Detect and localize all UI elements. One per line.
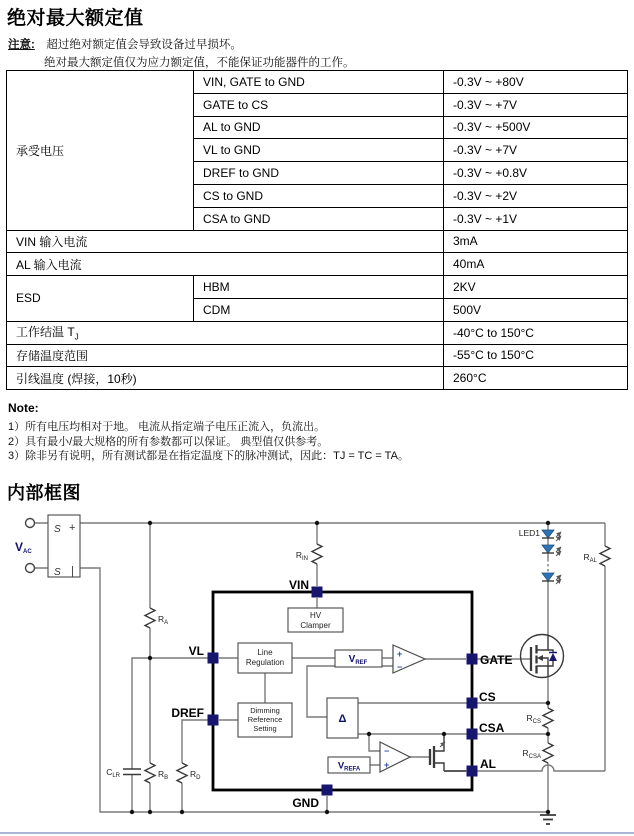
al-label: AL — [480, 757, 496, 771]
resistor-ra — [145, 608, 168, 628]
notice-line1: 注意: 超过绝对额定值会导致设备过早损坏。 — [8, 39, 242, 51]
value-cell: 260°C — [444, 367, 628, 390]
resistor-ral — [584, 546, 610, 566]
condition-cell: DREF to GND — [194, 162, 444, 185]
voltage-group-cell: 承受电压 — [7, 71, 194, 231]
absolute-maximum-ratings-table — [6, 70, 628, 390]
label-cell: 存储温度范围 — [7, 344, 444, 367]
svg-text:Setting: Setting — [253, 724, 277, 733]
svg-text:Line: Line — [257, 648, 273, 657]
condition-cell: CS to GND — [194, 184, 444, 207]
internal-mosfet — [430, 734, 466, 771]
svg-text:HV: HV — [309, 611, 322, 620]
value-cell: -55°C to 150°C — [444, 344, 628, 367]
condition-cell: CSA to GND — [194, 207, 444, 230]
led-icon — [542, 573, 554, 581]
svg-text:RAL: $R_{AL}$ — [583, 552, 597, 564]
label-cell: 工作结温 $T_J$ — [7, 321, 444, 344]
led1-label: LED1 — [518, 528, 540, 538]
pin-cs — [467, 698, 478, 709]
label-cell: 引线温度 (焊接，10秒) — [7, 367, 444, 390]
table-row — [7, 230, 628, 253]
ac-terminal-bottom — [26, 564, 35, 573]
internal-block-diagram — [0, 505, 634, 836]
value-cell: 2KV — [444, 276, 628, 299]
power-mosfet — [521, 635, 564, 678]
table-row — [7, 344, 628, 367]
condition-cell: CDM — [194, 298, 444, 321]
vrefa-block — [328, 757, 370, 773]
diagram-title: 内部框图 — [7, 483, 81, 503]
value-cell: -0.3V ~ +0.8V — [444, 162, 628, 185]
resistor-rcs — [527, 708, 553, 728]
table-row — [7, 321, 628, 344]
csa-label: CSA — [479, 721, 505, 735]
svg-text:RB: $R_B$ — [158, 769, 169, 781]
svg-text:VREF: $V_{REF}$ — [348, 654, 368, 666]
line-regulation-block — [238, 643, 292, 673]
label-cell: VIN 输入电流 — [7, 230, 444, 253]
vac-label: VAC — [15, 540, 32, 555]
svg-text:VREFA: $V_{REFA}$ — [337, 760, 361, 773]
svg-text:Reference: Reference — [247, 715, 283, 724]
svg-text:−: − — [397, 662, 403, 672]
value-cell: 3mA — [444, 230, 628, 253]
hv-clamper-block — [288, 608, 343, 632]
table-row — [7, 367, 628, 390]
svg-text:RIN: $R_{IN}$ — [295, 550, 308, 562]
table-row — [7, 253, 628, 276]
pin-vin — [312, 587, 323, 598]
led-icon — [542, 530, 554, 538]
value-cell: -0.3V ~ +7V — [444, 139, 628, 162]
label-cell: AL 输入电流 — [7, 253, 444, 276]
vref-block — [335, 650, 382, 667]
value-cell: -0.3V ~ +500V — [444, 116, 628, 139]
notice-line2: 绝对最大额定值仅为应力额定值，不能保证功能器件的工作。 — [44, 57, 355, 69]
pin-gate — [467, 654, 478, 665]
table-row — [7, 71, 628, 94]
pin-csa — [467, 729, 478, 740]
note-item: 1）所有电压均相对于地。 电流从指定端子电压正流入，负流出。 — [8, 421, 326, 433]
pin-vl — [208, 653, 219, 664]
pin-al — [467, 766, 478, 777]
led-string — [519, 528, 561, 584]
dimming-reference-block — [238, 703, 292, 737]
body-diode-icon — [549, 653, 557, 661]
bridge-minus-symbol: | — [71, 565, 74, 577]
note-heading: Note: — [8, 401, 39, 415]
analog-opamp — [380, 742, 410, 772]
bridge-rectifier — [48, 515, 80, 578]
resistor-rin — [296, 544, 322, 564]
value-cell: -0.3V ~ +2V — [444, 184, 628, 207]
svg-text:RCSA: $R_{CSA}$ — [522, 748, 541, 760]
bridge-ac-symbol: S — [54, 567, 61, 578]
notice-label: 注意: — [8, 39, 35, 51]
svg-text:Clamper: Clamper — [300, 621, 331, 630]
pin-dref — [208, 715, 219, 726]
value-cell: 500V — [444, 298, 628, 321]
dref-label: DREF — [171, 706, 204, 720]
resistor-rb — [145, 763, 168, 783]
vl-label: VL — [188, 644, 204, 658]
cs-label: CS — [479, 690, 496, 704]
condition-cell: AL to GND — [194, 116, 444, 139]
condition-cell: GATE to CS — [194, 93, 444, 116]
svg-text:−: − — [384, 746, 390, 756]
note-list — [8, 420, 409, 464]
pin-gnd — [322, 785, 333, 796]
condition-cell: VL to GND — [194, 139, 444, 162]
delta-block — [327, 698, 358, 738]
condition-cell: VIN, GATE to GND — [194, 71, 444, 94]
svg-text:RCS: $R_{CS}$ — [526, 713, 541, 725]
svg-text:RD: $R_D$ — [190, 769, 201, 781]
gnd-label: GND — [292, 796, 319, 810]
value-cell: -0.3V ~ +1V — [444, 207, 628, 230]
note-item: 3）除非另有说明，所有测试都是在指定温度下的脉冲测试，因此：TJ = TC = TA。 — [8, 450, 409, 463]
svg-text:RA: $R_A$ — [158, 614, 169, 626]
gate-label: GATE — [480, 653, 513, 667]
table-row — [7, 276, 628, 299]
vin-label: VIN — [288, 578, 309, 592]
svg-text:Regulation: Regulation — [245, 658, 285, 667]
value-cell: -0.3V ~ +80V — [444, 71, 628, 94]
value-cell: 40mA — [444, 253, 628, 276]
condition-cell: HBM — [194, 276, 444, 299]
footer-divider — [0, 832, 634, 834]
gate-comparator — [393, 645, 425, 673]
svg-text:+: + — [397, 649, 403, 659]
svg-text:CLR: $C_{LR}$ — [106, 767, 120, 779]
note-item: 2）具有最小/最大规格的所有参数都可以保证。 典型值仅供参考。 — [8, 435, 329, 448]
esd-group-cell: ESD — [7, 276, 194, 322]
led-icon — [542, 545, 554, 553]
wires — [35, 523, 605, 815]
capacitor-clr — [106, 767, 141, 779]
notice-block — [8, 36, 355, 72]
ground-symbol — [540, 815, 556, 824]
bridge-plus-symbol: + — [69, 522, 76, 534]
bridge-ac-symbol: S — [54, 524, 61, 535]
resistor-rd — [177, 763, 201, 783]
ac-terminal-top — [26, 519, 35, 528]
svg-text:Dimming: Dimming — [250, 706, 280, 715]
ac-source — [15, 519, 35, 573]
page-title: 绝对最大额定值 — [7, 8, 144, 29]
resistor-rcsa — [523, 743, 553, 763]
value-cell: -40°C to 150°C — [444, 321, 628, 344]
svg-text:Δ: Δ — [338, 713, 347, 725]
value-cell: -0.3V ~ +7V — [444, 93, 628, 116]
svg-text:+: + — [384, 760, 390, 770]
